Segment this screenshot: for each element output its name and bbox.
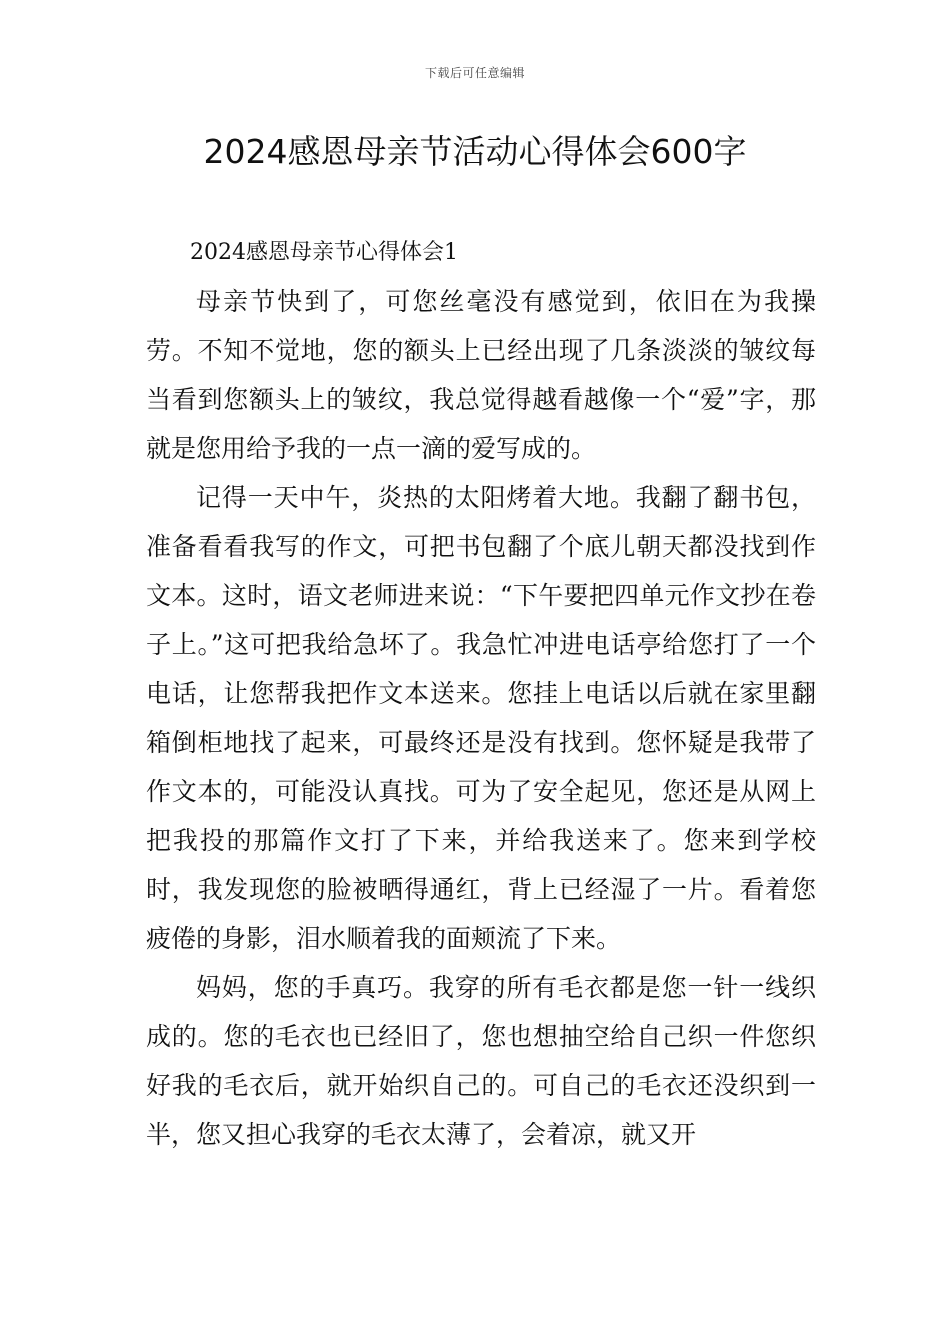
document-body: [146, 228, 816, 1159]
section-subheading: 2024感恩母亲节心得体会1: [190, 240, 458, 265]
page-header-note: 下载后可任意编辑: [424, 66, 525, 80]
document-title: 2024感恩母亲节活动心得体会600字: [203, 132, 747, 171]
body-paragraph-3: 妈妈，您的手真巧。我穿的所有毛衣都是您一针一线织成的。您的毛衣也已经旧了，您也想抽空给自己织一件您织好我的毛衣后，就开始织自己的。可自己的毛衣还没织到一半，您又担心我穿的毛衣太薄了，会着凉，就又开: [146, 973, 816, 1149]
body-paragraph-1: 母亲节快到了，可您丝毫没有感觉到，依旧在为我操劳。不知不觉地，您的额头上已经出现了几条淡淡的皱纹每当看到您额头上的皱纹，我总觉得越看越像一个“爱”字，那就是您用给予我的一点一滴的爱写成的。: [146, 287, 816, 463]
body-paragraph-2: 记得一天中午，炎热的太阳烤着大地。我翻了翻书包，准备看看我写的作文，可把书包翻了个底儿朝天都没找到作文本。这时，语文老师进来说：“下午要把四单元作文抄在卷子上。”这可把我给急坏了。我急忙冲进电话亭给您打了一个电话，让您帮我把作文本送来。您挂上电话以后就在家里翻箱倒柜地找了起来，可最终还是没有找到。您怀疑是我带了作文本的，可能没认真找。可为了安全起见，您还是从网上把我投的那篇作文打了下来，并给我送来了。您来到学校时，我发现您的脸被晒得通红，背上已经湿了一片。看着您疲倦的身影，泪水顺着我的面颊流了下来。: [146, 483, 816, 953]
